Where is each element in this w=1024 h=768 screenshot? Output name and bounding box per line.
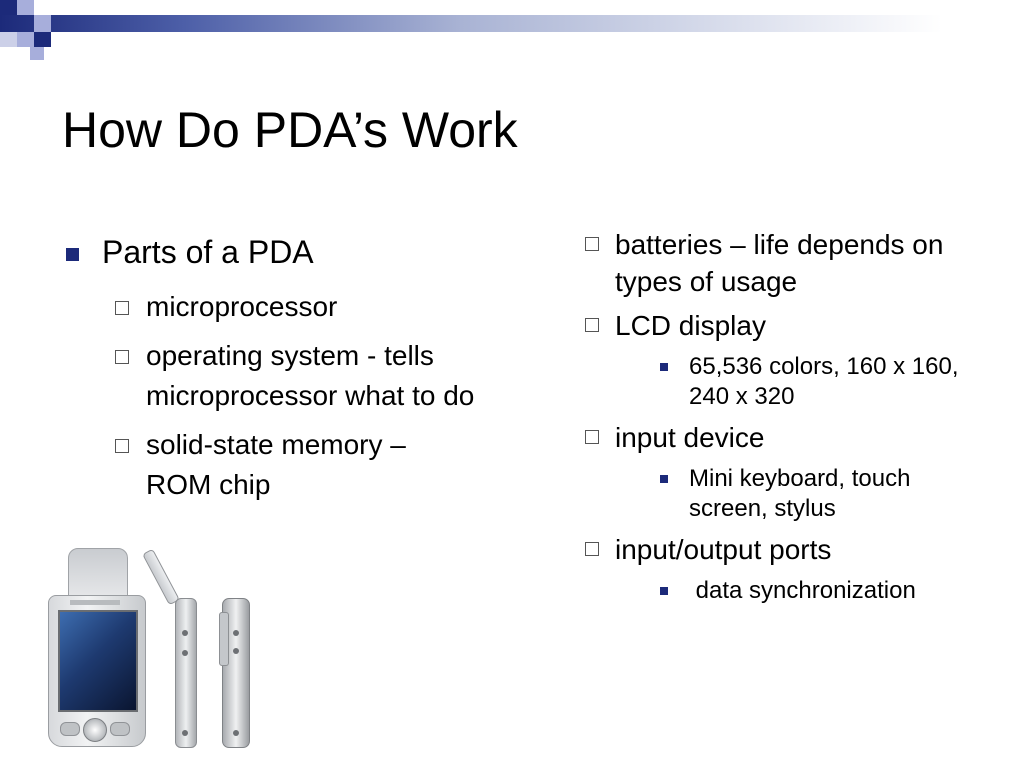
small-filled-square-bullet-icon bbox=[660, 363, 668, 371]
list-item-text: operating system - tells microprocessor what to do bbox=[146, 340, 475, 411]
pda-side-button bbox=[233, 648, 239, 654]
hollow-square-bullet-icon bbox=[585, 542, 599, 556]
pda-button bbox=[60, 722, 80, 736]
pda-screen bbox=[58, 610, 138, 712]
slide-title: How Do PDA’s Work bbox=[62, 102, 518, 158]
filled-square-bullet-icon bbox=[66, 248, 79, 261]
list-item bbox=[585, 307, 985, 412]
hollow-square-bullet-icon bbox=[115, 350, 129, 364]
list-item-text: input/output ports bbox=[615, 534, 832, 565]
hollow-square-bullet-icon bbox=[115, 301, 129, 315]
pda-side-view bbox=[175, 598, 197, 748]
list-item-text: solid-state memory – ROM chip bbox=[146, 429, 406, 500]
list-item bbox=[585, 226, 985, 300]
list-item bbox=[115, 336, 475, 416]
pda-side-cover bbox=[219, 612, 229, 666]
pda-side-button bbox=[233, 730, 239, 736]
right-list bbox=[585, 226, 985, 613]
decor-square bbox=[30, 47, 44, 60]
pda-side-button bbox=[182, 630, 188, 636]
list-item-text: microprocessor bbox=[146, 291, 338, 322]
pda-nav-pad bbox=[83, 718, 107, 742]
hollow-square-bullet-icon bbox=[585, 318, 599, 332]
hollow-square-bullet-icon bbox=[585, 237, 599, 251]
sub-list-item bbox=[660, 576, 985, 606]
list-item bbox=[115, 425, 475, 505]
list-item-text: LCD display bbox=[615, 310, 766, 341]
header-gradient-bar bbox=[0, 15, 1024, 32]
sub-list-item-text: data synchronization bbox=[689, 577, 916, 604]
pda-side-button bbox=[182, 730, 188, 736]
left-sub-list bbox=[115, 287, 475, 514]
list-item-text: input device bbox=[615, 422, 765, 453]
decor-square bbox=[34, 15, 51, 32]
small-filled-square-bullet-icon bbox=[660, 475, 668, 483]
hollow-square-bullet-icon bbox=[115, 439, 129, 453]
sub-list-item-text: Mini keyboard, touch screen, stylus bbox=[689, 465, 911, 522]
list-item-text: batteries – life depends on types of usage bbox=[615, 229, 944, 297]
pda-side-flip-cover bbox=[142, 549, 180, 606]
pda-flip-cover bbox=[68, 548, 128, 602]
decor-square bbox=[0, 0, 17, 15]
pda-brand-strip bbox=[70, 600, 120, 605]
pda-side-button bbox=[182, 650, 188, 656]
sub-list bbox=[615, 576, 985, 606]
hollow-square-bullet-icon bbox=[585, 430, 599, 444]
sub-list bbox=[615, 352, 985, 412]
list-item bbox=[115, 287, 475, 327]
list-item bbox=[585, 531, 985, 606]
sub-list-item bbox=[660, 352, 985, 412]
decor-square bbox=[0, 32, 17, 47]
sub-list-item bbox=[660, 464, 985, 524]
small-filled-square-bullet-icon bbox=[660, 587, 668, 595]
list-item bbox=[585, 419, 985, 524]
decor-square bbox=[34, 32, 51, 47]
sub-list-item-text: 65,536 colors, 160 x 160, 240 x 320 bbox=[689, 353, 959, 410]
left-heading: Parts of a PDA bbox=[102, 234, 314, 270]
decor-square bbox=[17, 0, 34, 15]
sub-list bbox=[615, 464, 985, 524]
pda-button bbox=[110, 722, 130, 736]
decor-square bbox=[17, 32, 34, 47]
pda-side-button bbox=[233, 630, 239, 636]
